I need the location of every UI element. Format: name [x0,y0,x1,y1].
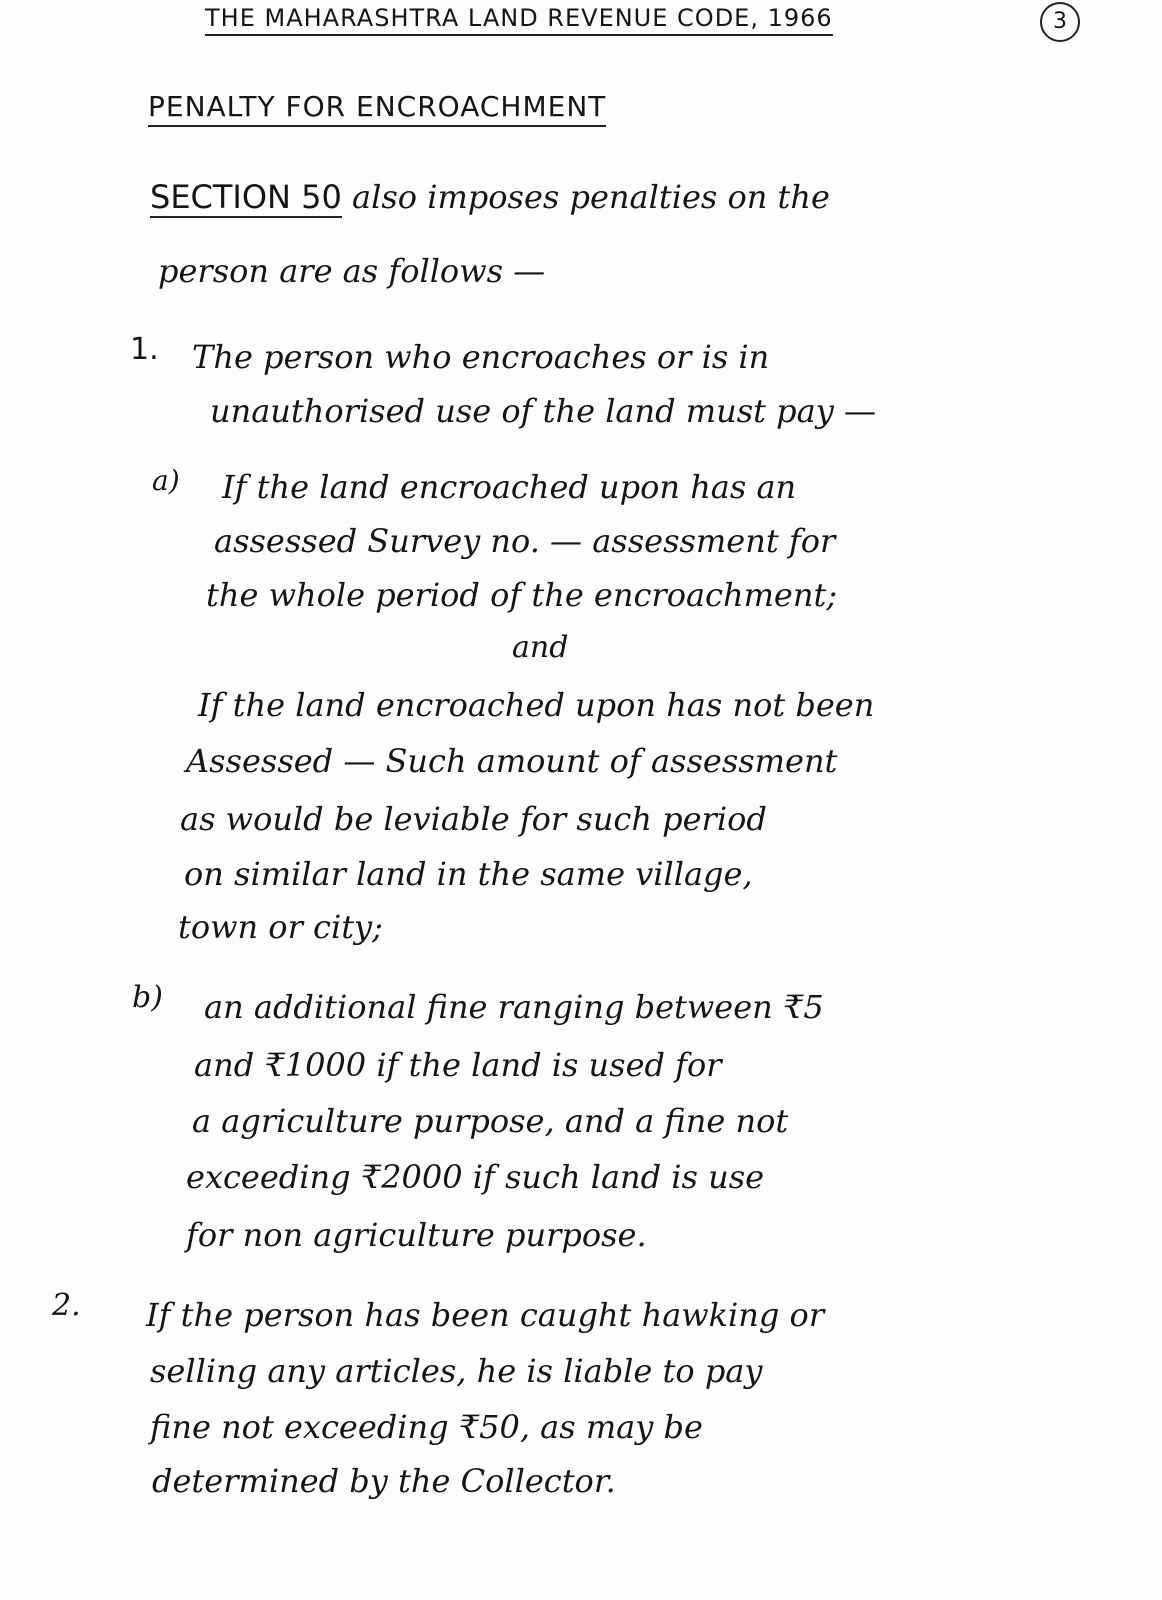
subpoint-a-line: Assessed — Such amount of assessment [186,742,838,780]
document-title: THE MAHARASHTRA LAND REVENUE CODE, 1966 [205,4,833,36]
subpoint-a-line: as would be leviable for such period [180,800,767,838]
point-1-number: 1. [130,332,159,367]
subpoint-a-label: a) [152,464,180,497]
subpoint-b-line: and ₹1000 if the land is used for [194,1046,722,1084]
subpoint-a-connector: and [512,630,569,665]
point-1-line: The person who encroaches or is in [192,338,770,376]
subpoint-b-line: an additional fine ranging between ₹5 [204,988,824,1026]
intro-line-1 [150,178,830,216]
subpoint-b-label: b) [132,980,163,1015]
subpoint-a-line: If the land encroached upon has an [222,468,797,506]
intro-line-2: person are as follows — [158,252,546,290]
subpoint-a-line: on similar land in the same village, [184,855,753,893]
subpoint-a-line: town or city; [178,908,383,946]
point-1-line: unauthorised use of the land must pay — [210,392,876,430]
intro-line-1-text: also imposes penalties on the [352,178,830,216]
subpoint-a-line: the whole period of the encroachment; [206,576,838,614]
point-2-line: fine not exceeding ₹50, as may be [150,1408,703,1446]
point-2-number: 2. [52,1288,81,1323]
subpoint-b-line: exceeding ₹2000 if such land is use [186,1158,765,1196]
section-reference: SECTION 50 [150,178,342,216]
subpoint-b-line: a agriculture purpose, and a fine not [192,1102,789,1140]
subpoint-b-line: for non agriculture purpose. [186,1216,647,1254]
point-2-line: If the person has been caught hawking or [146,1296,825,1334]
page-number: 3 [1040,2,1080,42]
subpoint-a-line: assessed Survey no. — assessment for [214,522,836,560]
section-heading: PENALTY FOR ENCROACHMENT [148,90,606,127]
point-2-line: determined by the Collector. [152,1462,616,1500]
point-2-line: selling any articles, he is liable to pay [150,1352,763,1390]
subpoint-a-line: If the land encroached upon has not been [198,686,875,724]
